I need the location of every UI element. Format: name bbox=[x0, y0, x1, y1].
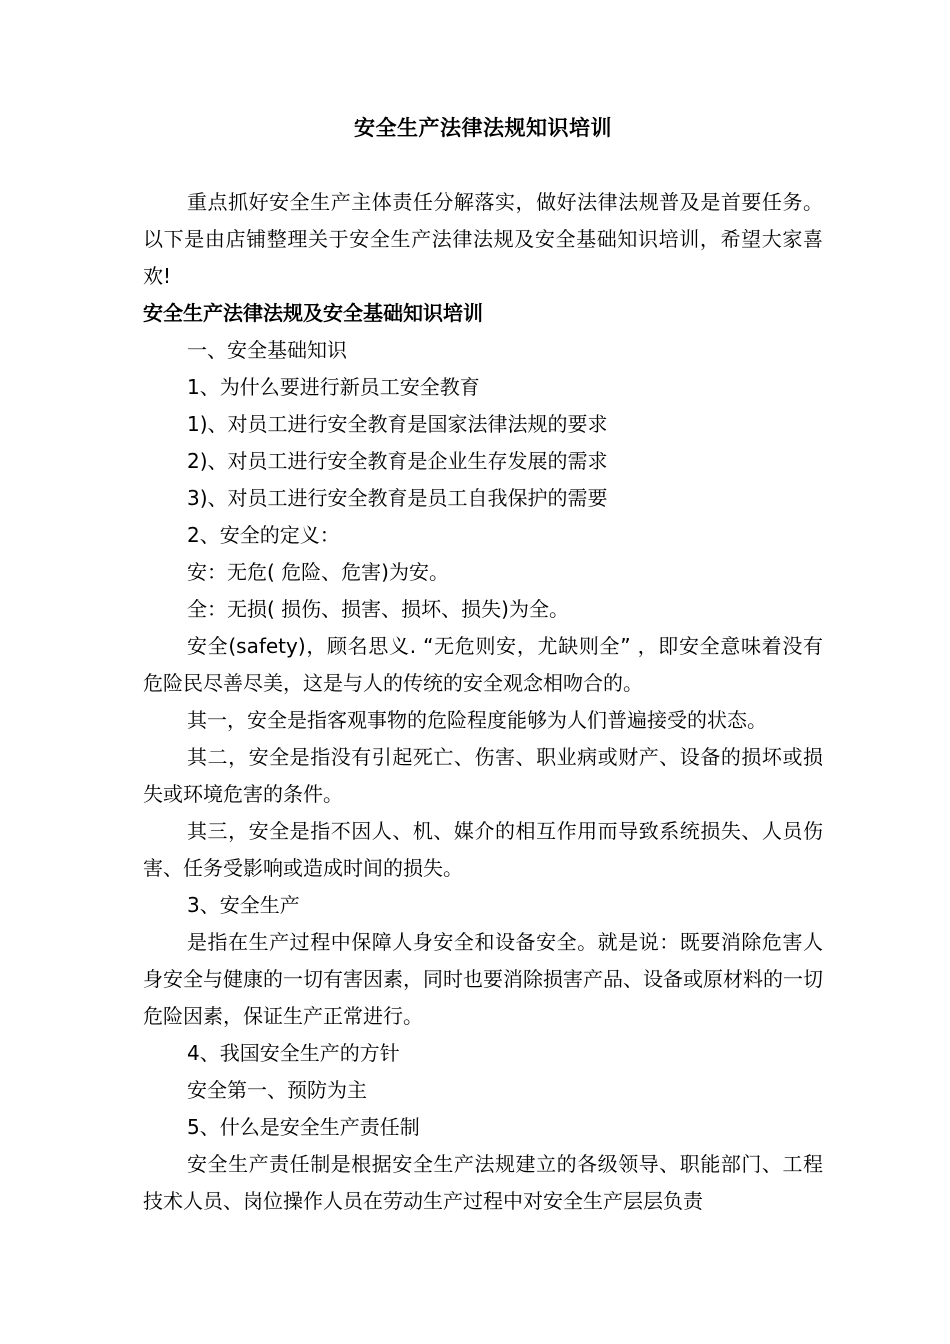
paragraph-17: 5、什么是安全生产责任制 bbox=[187, 1115, 420, 1139]
paragraph-14: 是指在生产过程中保障人身安全和设备安全。就是说：既要消除危害人身安全与健康的一切有害因素，同时也要消除损害产品、设备或原材料的一切危险因素，保证生产正常进行。 bbox=[143, 930, 823, 1028]
paragraph-6: 2、安全的定义： bbox=[187, 523, 340, 547]
paragraph-2: 1、为什么要进行新员工安全教育 bbox=[187, 375, 480, 399]
document-title: 安全生产法律法规知识培训 bbox=[354, 116, 612, 140]
paragraph-18: 安全生产责任制是根据安全生产法规建立的各级领导、职能部门、工程技术人员、岗位操作人员在劳动生产过程中对安全生产层层负责 bbox=[143, 1152, 823, 1213]
paragraph-8: 全：无损( 损伤、损害、损坏、损失)为全。 bbox=[187, 597, 569, 621]
paragraph-16: 安全第一、预防为主 bbox=[187, 1078, 367, 1102]
paragraph-15: 4、我国安全生产的方针 bbox=[187, 1041, 400, 1065]
paragraph-7: 安：无危( 危险、危害)为安。 bbox=[187, 560, 449, 584]
paragraph-10: 其一，安全是指客观事物的危险程度能够为人们普遍接受的状态。 bbox=[187, 708, 767, 732]
paragraph-12: 其三，安全是指不因人、机、媒介的相互作用而导致系统损失、人员伤害、任务受影响或造成时间的损失。 bbox=[143, 819, 823, 880]
paragraph-13: 3、安全生产 bbox=[187, 893, 300, 917]
paragraph-1: 一、安全基础知识 bbox=[187, 338, 347, 362]
document-page bbox=[143, 112, 823, 1220]
paragraph-5: 3)、对员工进行安全教育是员工自我保护的需要 bbox=[187, 486, 608, 510]
paragraph-11: 其二，安全是指没有引起死亡、伤害、职业病或财产、设备的损坏或损失或环境危害的条件。 bbox=[143, 745, 823, 806]
section-heading: 安全生产法律法规及安全基础知识培训 bbox=[143, 301, 483, 325]
intro-paragraph: 重点抓好安全生产主体责任分解落实，做好法律法规普及是首要任务。以下是由店铺整理关于安全生产法律法规及安全基础知识培训，希望大家喜欢! bbox=[143, 190, 823, 288]
paragraph-3: 1)、对员工进行安全教育是国家法律法规的要求 bbox=[187, 412, 608, 436]
paragraph-4: 2)、对员工进行安全教育是企业生存发展的需求 bbox=[187, 449, 608, 473]
paragraph-9: 安全(safety)，顾名思义. “无危则安，尤缺则全” ，即安全意味着没有危险民尽善尽美，这是与人的传统的安全观念相吻合的。 bbox=[143, 634, 823, 695]
